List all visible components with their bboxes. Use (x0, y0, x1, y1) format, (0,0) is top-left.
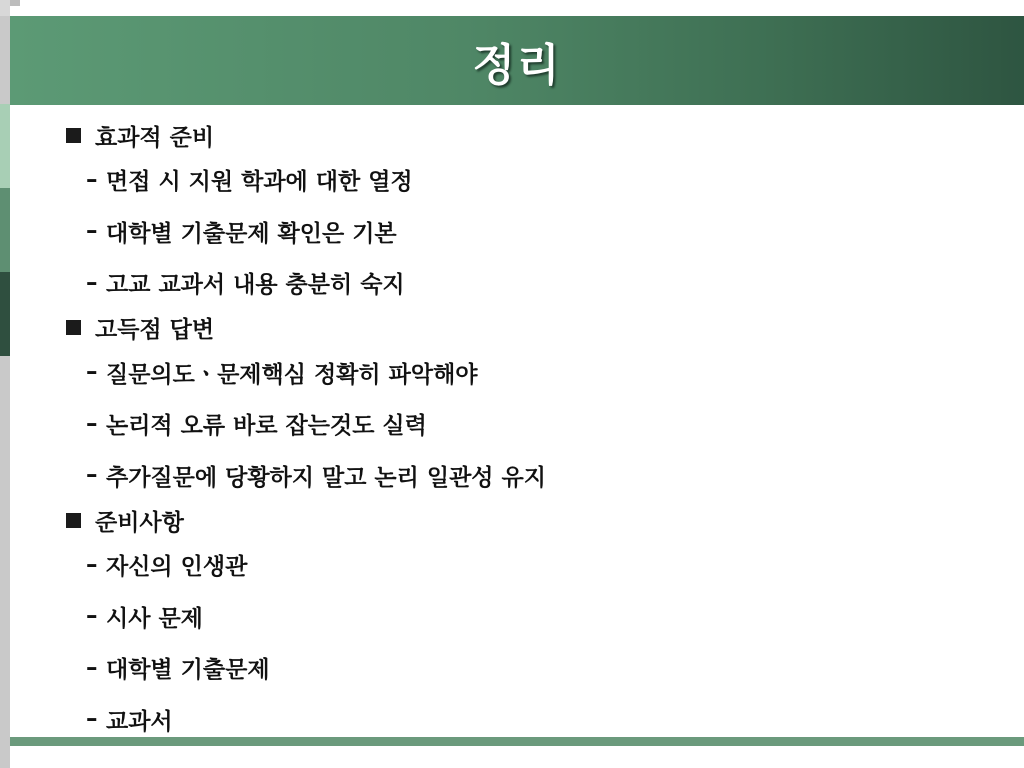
dash-icon: – (86, 654, 98, 681)
list-item (62, 206, 1002, 258)
list-item (62, 257, 1002, 309)
dash-icon: – (86, 218, 98, 245)
list-item-text: 질문의도ㆍ문제핵심 정확히 파악해야 (106, 361, 478, 388)
dash-icon: – (86, 166, 98, 193)
strip-segment (0, 104, 10, 188)
list-item-text: 추가질문에 당황하지 말고 논리 일관성 유지 (106, 464, 546, 491)
section-heading (62, 501, 1002, 539)
left-decorative-strip (0, 0, 10, 768)
dash-icon: – (86, 706, 98, 733)
list-item (62, 642, 1002, 694)
list-item-text: 면접 시 지원 학과에 대한 열정 (106, 169, 413, 196)
dash-icon: – (86, 269, 98, 296)
list-item-text: 논리적 오류 바로 잡는것도 실력 (106, 413, 427, 440)
list-item (62, 450, 1002, 502)
section-heading-text: 고득점 답변 (95, 317, 215, 343)
dash-icon: – (86, 359, 98, 386)
list-item (62, 539, 1002, 591)
slide-title: 정리 (472, 39, 562, 91)
slide-body (62, 116, 1002, 745)
section-heading-text: 준비사항 (95, 509, 184, 536)
list-item-text: 대학별 기출문제 확인은 기본 (106, 220, 397, 247)
bottom-rule (10, 737, 1024, 746)
section-heading (62, 116, 1002, 154)
list-item (62, 591, 1002, 643)
square-bullet-icon (66, 128, 81, 143)
strip-segment (0, 188, 10, 272)
dash-icon: – (86, 410, 98, 437)
list-item (62, 398, 1002, 450)
dash-icon: – (86, 462, 98, 489)
list-item (62, 154, 1002, 206)
list-item-text: 고교 교과서 내용 충분히 숙지 (106, 272, 405, 299)
dash-icon: – (86, 551, 98, 578)
corner-tick (10, 0, 20, 6)
section-heading-text: 효과적 준비 (95, 124, 215, 151)
strip-segment (0, 0, 10, 16)
square-bullet-icon (66, 513, 81, 528)
list-item (62, 347, 1002, 399)
list-item-text: 대학별 기출문제 (106, 657, 270, 684)
list-item-text: 시사 문제 (106, 605, 203, 632)
section-heading (62, 309, 1002, 347)
strip-segment (0, 272, 10, 356)
square-bullet-icon (66, 320, 81, 335)
list-item-text: 자신의 인생관 (106, 554, 248, 581)
title-band (10, 16, 1024, 105)
dash-icon: – (86, 603, 98, 630)
list-item-text: 교과서 (106, 708, 173, 735)
